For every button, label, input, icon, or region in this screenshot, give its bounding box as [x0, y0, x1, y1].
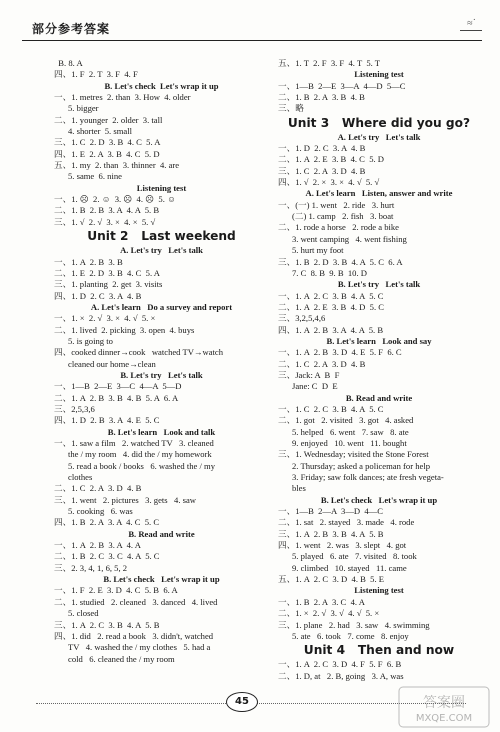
left-answer-line: 二、1. studied 2. cleaned 3. danced 4. lived: [54, 596, 218, 607]
right-answer-line: 四、1. A 2. B 3. A 4. A 5. B: [278, 324, 384, 335]
left-answer-line: TV 4. washed the / my clothes 5. had a: [68, 642, 211, 653]
left-answer-line: 一、1. × 2. √ 3. × 4. √ 5. ×: [54, 313, 156, 324]
right-unit-heading: Unit 4 Then and now: [303, 643, 455, 658]
left-answer-line: 三、2. 3, 4, 1, 6, 5, 2: [54, 562, 128, 573]
right-answer-line: 三、1. C 2. A 3. D 4. B: [278, 165, 366, 176]
right-answer-line: 一、1—B 2—A 3—D 4—C: [278, 506, 384, 517]
left-answer-line: 一、1. F 2. E 3. D 4. C 5. B 6. A: [54, 585, 178, 596]
left-answer-line: 三、1. A 2. C 3. B 4. A 5. B: [54, 619, 160, 630]
left-answer-line: 四、cooked dinner→cook watched TV→watch: [54, 347, 224, 358]
right-answer-line: 一、1. A 2. C 3. B 4. A 5. C: [278, 290, 384, 301]
left-answer-line: 5. read a book / books 6. washed the / my: [68, 460, 216, 471]
right-section-heading: Listening test: [354, 585, 404, 596]
left-answer-line: 4. shorter 5. small: [68, 126, 132, 137]
right-section-heading: B. Let's try Let's talk: [337, 279, 421, 290]
header-decoration-icon: ≈˙: [467, 18, 476, 29]
right-answer-line: 四、1. went 2. was 3. slept 4. got: [278, 540, 407, 551]
left-answer-line: 二、1. A 2. B 3. B 4. B 5. A 6. A: [54, 392, 179, 403]
right-answer-line: 三、1. plane 2. had 3. saw 4. swimming: [278, 619, 430, 630]
header-title: 部分参考答案: [32, 22, 111, 36]
right-answer-line: 3. went camping 4. went fishing: [292, 233, 407, 244]
right-answer-line: 5. ate 6. took 7. come 8. enjoy: [292, 630, 409, 641]
right-answer-line: 5. played 6. ate 7. visited 8. took: [292, 551, 417, 562]
right-answer-line: 一、1. D 2. C 3. A 4. B: [278, 143, 366, 154]
left-answer-line: 5. closed: [68, 608, 99, 619]
left-answer-line: 四、1. F 2. T 3. F 4. F: [54, 69, 138, 80]
right-answer-line: 一、1. C 2. C 3. B 4. A 5. C: [278, 403, 384, 414]
right-answer-line: 四、1. √ 2. × 3. × 4. √ 5. √: [278, 177, 380, 188]
right-section-heading: B. Read and write: [345, 392, 413, 403]
left-section-heading: Listening test: [136, 182, 187, 193]
left-answer-line: 四、1. E 2. A 3. B 4. C 5. D: [54, 148, 160, 159]
left-answer-line: 三、1. √ 2. √ 3. × 4. × 5. √: [54, 216, 156, 227]
right-answer-line: 3. Friday; saw folk dances; ate fresh vegeta-: [292, 472, 444, 483]
right-answer-line: (二) 1. camp 2. fish 3. boat: [292, 211, 394, 222]
left-section-heading: A. Let's learn Do a survey and report: [90, 301, 233, 312]
left-answer-line: 一、1. metres 2. than 3. How 4. older: [54, 92, 191, 103]
right-answer-line: 五、1. T 2. F 3. F 4. T 5. T: [278, 58, 381, 68]
left-answer-line: clothes: [68, 472, 93, 483]
right-answer-line: 二、1. rode a horse 2. rode a bike: [278, 222, 399, 233]
left-answer-line: 四、1. D 2. B 3. A 4. E 5. C: [54, 415, 160, 426]
right-answer-line: 一、1. A 2. B 3. D 4. E 5. F 6. C: [278, 347, 402, 358]
header-rule: [460, 30, 482, 31]
left-unit-heading: Unit 2 Last weekend: [87, 229, 236, 244]
left-section-heading: B. Let's learn Look and talk: [107, 426, 216, 437]
left-answer-line: 一、1. A 2. B 3. B: [54, 256, 123, 267]
left-answer-line: 一、1—B 2—E 3—C 4—A 5—D: [54, 381, 182, 392]
left-answer-line: 5. is going to: [68, 335, 113, 346]
watermark-text-cn: 答案圈: [423, 695, 465, 711]
left-section-heading: B. Let's try Let's talk: [120, 369, 203, 380]
right-answer-line: 二、1. A 2. E 3. B 4. C 5. D: [278, 154, 384, 165]
right-answer-line: 五、1. A 2. C 3. D 4. B 5. E: [278, 574, 384, 585]
right-answer-line: 7. C 8. B 9. B 10. D: [292, 267, 367, 278]
left-answer-line: 三、1. went 2. pictures 3. gets 4. saw: [54, 494, 197, 505]
left-section-heading: A. Let's try Let's talk: [120, 245, 203, 256]
left-answer-line: B. 8. A: [54, 58, 83, 68]
left-answer-line: 二、1. younger 2. older 3. tall: [54, 114, 163, 125]
left-answer-line: cleaned our home→clean: [68, 358, 156, 369]
left-answer-line: 二、1. E 2. D 3. B 4. C 5. A: [54, 267, 160, 278]
right-section-heading: A. Let's learn Listen, answer and write: [305, 188, 453, 199]
left-section-heading: B. Let's check Let's wrap it up: [104, 80, 219, 91]
right-answer-line: 三、1. B 2. D 3. B 4. A 5. C 6. A: [278, 256, 403, 267]
page-number: 45: [226, 692, 258, 712]
right-section-heading: B. Let's learn Look and say: [326, 335, 432, 346]
right-answer-line: 三、Jack: A B F: [278, 369, 340, 380]
left-answer-line: cold 6. cleaned the / my room: [68, 653, 175, 664]
left-answer-line: 二、1. B 2. C 3. C 4. A 5. C: [54, 551, 160, 562]
right-answer-line: 一、1. B 2. A 3. C 4. A: [278, 596, 365, 607]
right-answer-line: 三、1. Wednesday; visited the Stone Forest: [278, 449, 429, 460]
right-answer-line: Jane: C D E: [292, 381, 338, 392]
left-answer-line: 三、1. planting 2. get 3. visits: [54, 279, 163, 290]
watermark-text-url: MXQE.COM: [415, 713, 473, 724]
right-answer-line: bles: [292, 483, 306, 494]
left-answer-line: 三、1. C 2. D 3. B 4. C 5. A: [54, 137, 161, 148]
left-answer-line: 5. cooking 6. was: [68, 506, 133, 517]
right-answer-line: 三、略: [278, 103, 304, 114]
left-answer-line: 5. bigger: [68, 103, 99, 114]
right-answer-line: 一、(一) 1. went 2. ride 3. hurt: [278, 199, 395, 210]
right-answer-line: 一、1. A 2. C 3. D 4. F 5. F 6. B: [278, 659, 402, 670]
left-answer-line: 三、2,5,3,6: [54, 403, 95, 414]
left-answer-line: 二、1. C 2. A 3. D 4. B: [54, 483, 142, 494]
watermark-logo: [398, 686, 490, 728]
left-answer-line: 一、1. saw a film 2. watched TV 3. cleaned: [54, 438, 214, 448]
right-answer-line: 二、1. × 2. √ 3. √ 4. √ 5. ×: [278, 608, 380, 619]
left-answer-line: 四、1. D 2. C 3. A 4. B: [54, 290, 142, 301]
left-answer-line: 5. same 6. nine: [68, 171, 122, 182]
right-section-heading: B. Let's check Let's wrap it up: [320, 494, 438, 505]
right-answer-line: 三、3,2,5,4,6: [278, 313, 326, 324]
left-answer-line: 五、1. my 2. than 3. thinner 4. are: [54, 160, 180, 171]
right-answer-line: 三、1. A 2. B 3. B 4. A 5. B: [278, 528, 384, 539]
right-answer-column: [278, 58, 480, 682]
right-answer-line: 2. Thursday; asked a policeman for help: [292, 460, 431, 471]
left-answer-line: the / my room 4. did the / my homework: [68, 449, 212, 460]
right-unit-heading: Unit 3 Where did you go?: [287, 115, 471, 130]
left-answer-column: [54, 58, 269, 665]
left-answer-line: 四、1. B 2. A 3. A 4. C 5. C: [54, 517, 160, 528]
right-section-heading: A. Let's try Let's talk: [337, 131, 421, 142]
page-header: [22, 18, 482, 41]
right-answer-line: 二、1. sat 2. stayed 3. made 4. rode: [278, 517, 415, 528]
right-answer-line: 二、1. got 2. visited 3. got 4. asked: [278, 415, 414, 426]
right-answer-line: 5. hurt my foot: [292, 245, 344, 256]
right-answer-line: 5. helped 6. went 7. saw 8. ate: [292, 426, 409, 437]
right-section-heading: Listening test: [354, 69, 404, 80]
right-answer-line: 二、1. C 2. A 3. D 4. B: [278, 358, 366, 369]
right-answer-line: 二、1. A 2. E 3. B 4. D 5. C: [278, 301, 384, 312]
left-section-heading: B. Let's check Let's wrap it up: [103, 574, 220, 585]
left-answer-line: 四、1. did 2. read a book 3. didn't, watched: [54, 630, 214, 641]
left-answer-line: 二、1. B 2. B 3. A 4. A 5. B: [54, 205, 160, 216]
left-answer-line: 一、1. A 2. B 3. A 4. A: [54, 540, 141, 551]
left-answer-line: 二、1. lived 2. picking 3. open 4. buys: [54, 324, 195, 335]
right-answer-line: 二、1. B 2. A 3. B 4. B: [278, 92, 365, 103]
right-answer-line: 9. enjoyed 10. went 11. bought: [292, 438, 407, 448]
right-answer-line: 二、1. D, at 2. B, going 3. A, was: [278, 670, 404, 681]
right-answer-line: 一、1—B 2—E 3—A 4—D 5—C: [278, 80, 406, 91]
left-answer-line: 一、1. ☹ 2. ☺ 3. ☹ 4. ☹ 5. ☺: [54, 194, 176, 205]
right-answer-line: 9. climbed 10. stayed 11. came: [292, 562, 407, 573]
left-section-heading: B. Read and write: [128, 528, 195, 539]
